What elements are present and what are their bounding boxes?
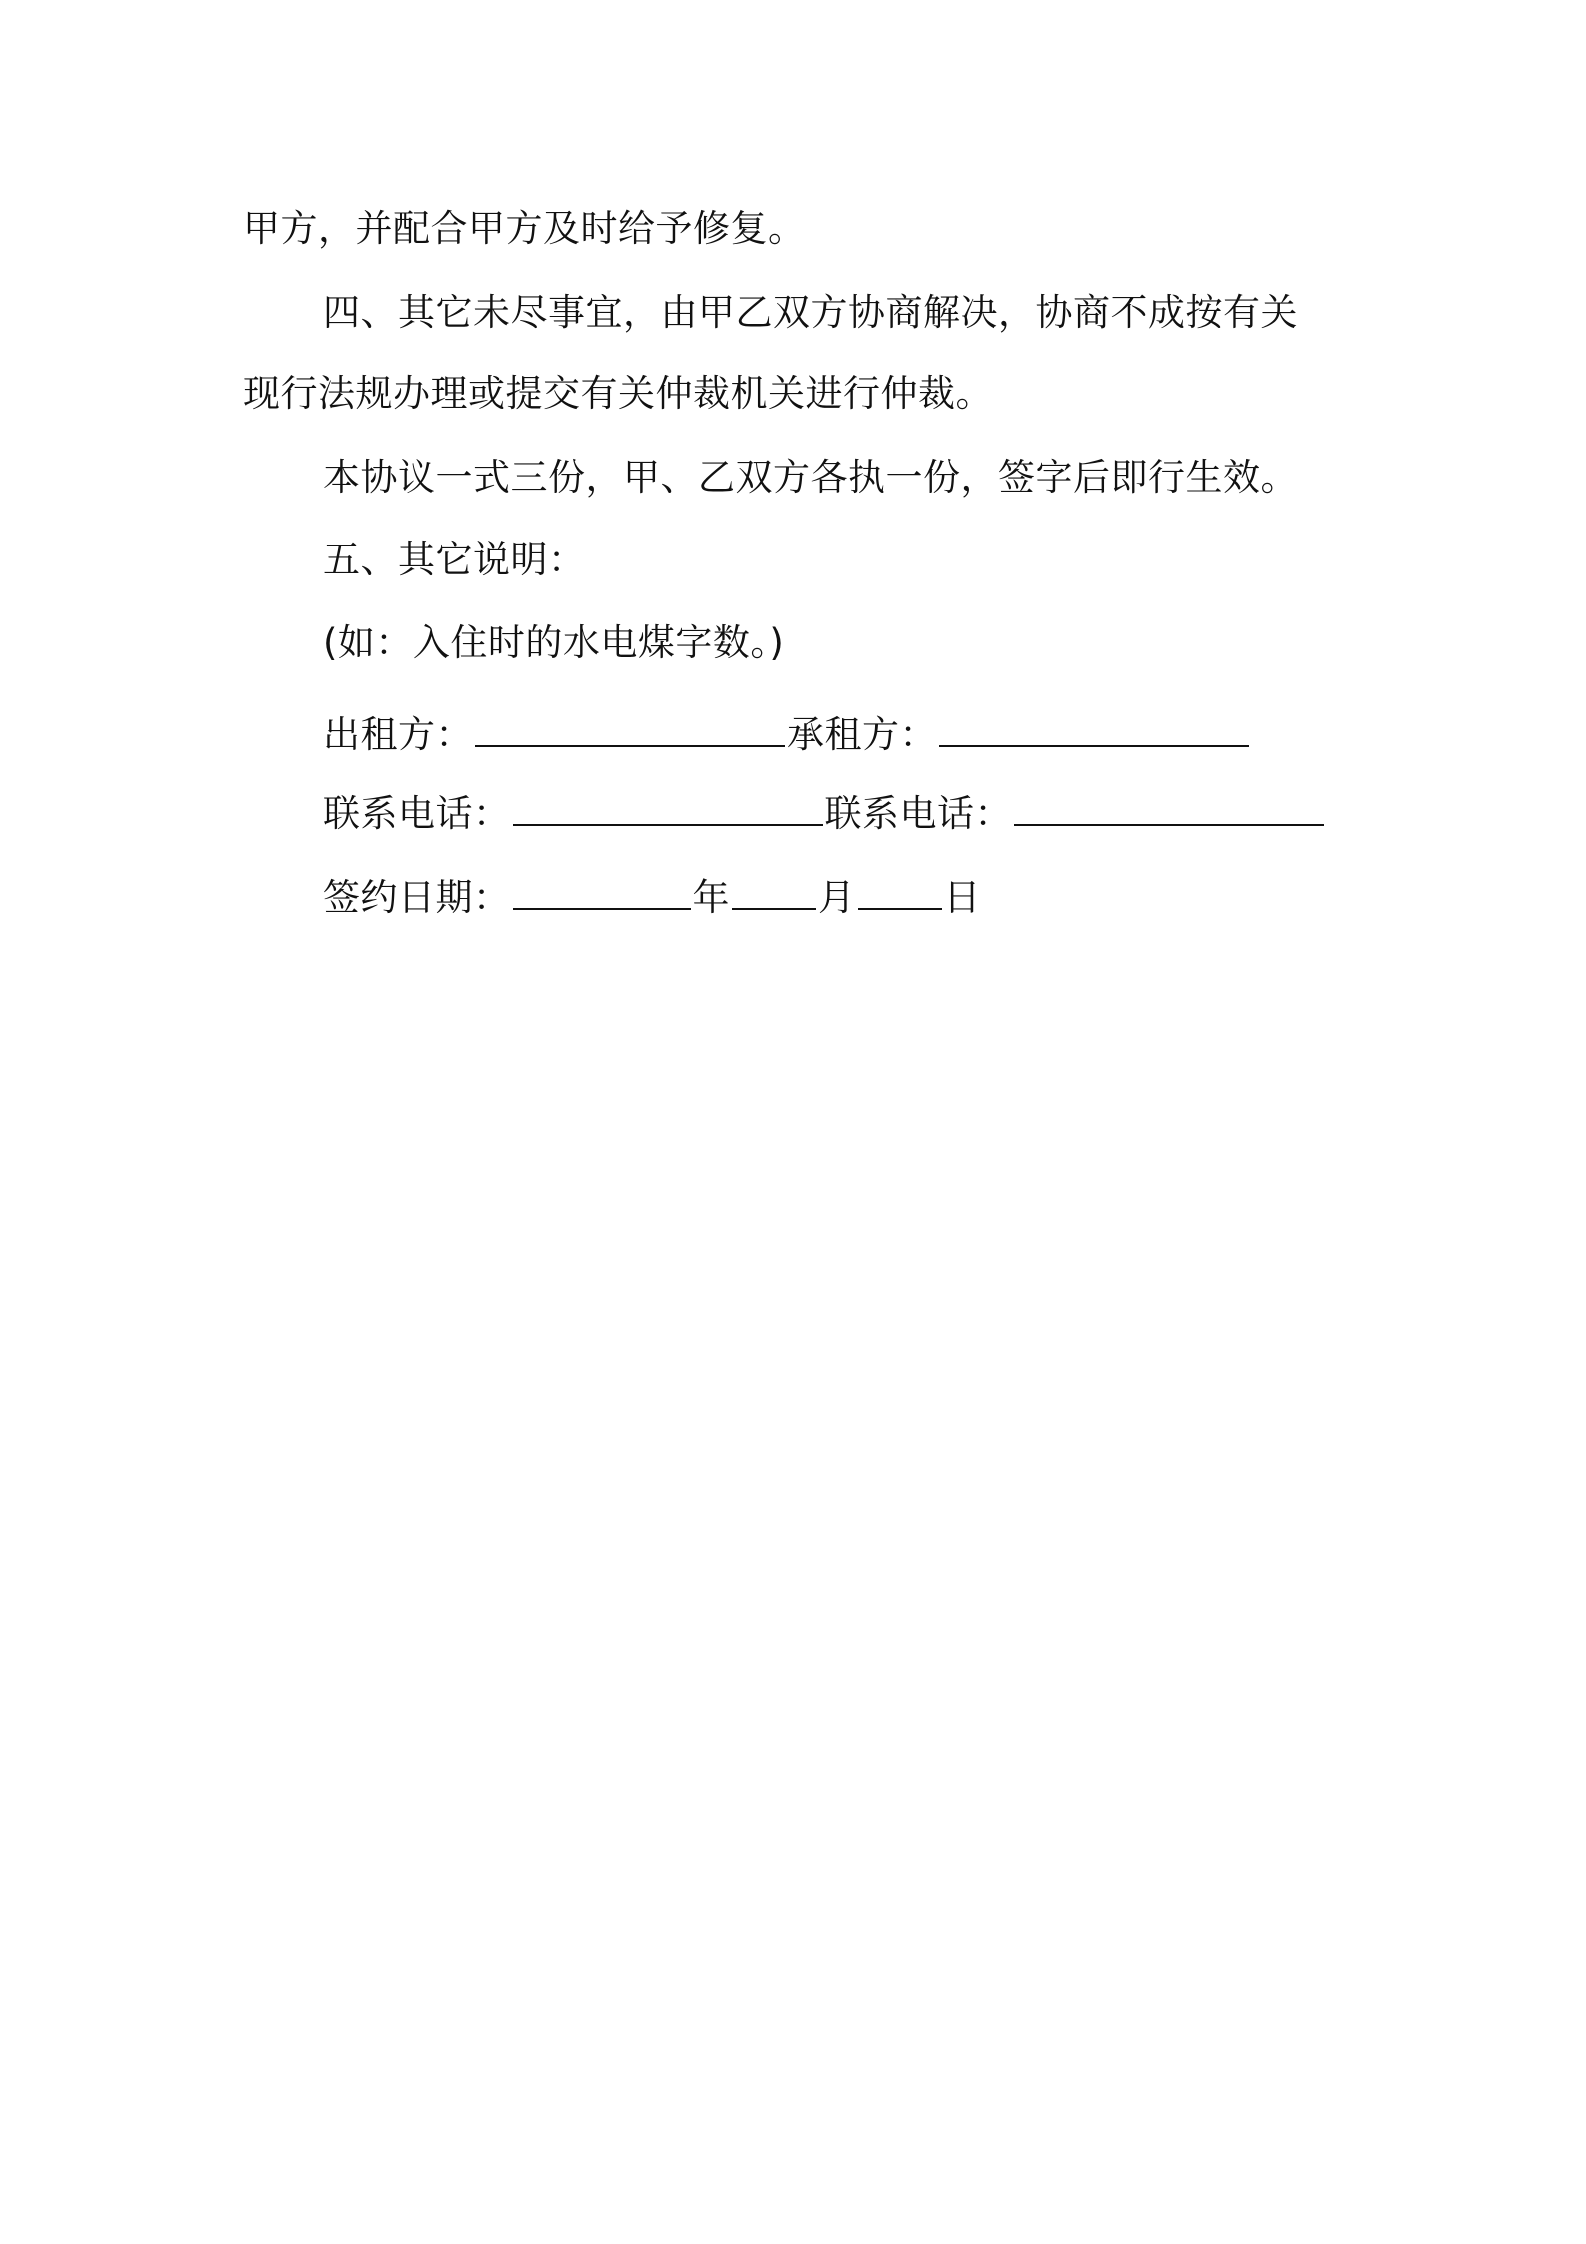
date-label: 签约日期： xyxy=(323,876,511,919)
lessor-phone-blank xyxy=(513,794,823,826)
year-label: 年 xyxy=(692,876,730,919)
day-blank xyxy=(858,878,942,910)
lessor-label: 出租方： xyxy=(323,713,473,756)
clause-four-line-1: 四、其它未尽事宜，由甲乙双方协商解决，协商不成按有关 xyxy=(323,291,1298,334)
month-label: 月 xyxy=(818,876,856,919)
year-blank xyxy=(513,878,691,910)
lessor-phone-label: 联系电话： xyxy=(323,792,511,835)
signature-row-parties xyxy=(323,713,1251,757)
lessee-phone-label: 联系电话： xyxy=(824,792,1012,835)
day-label: 日 xyxy=(943,876,981,919)
lessee-signature-blank xyxy=(939,715,1249,747)
copies-clause: 本协议一式三份，甲、乙双方各执一份，签字后即行生效。 xyxy=(323,456,1298,499)
lessee-phone-blank xyxy=(1014,794,1324,826)
month-blank xyxy=(732,878,816,910)
clause-five-example: (如：入住时的水电煤字数。) xyxy=(323,621,785,664)
lessor-signature-blank xyxy=(475,715,785,747)
clause-four-line-2: 现行法规办理或提交有关仲裁机关进行仲裁。 xyxy=(243,372,993,415)
signature-row-date xyxy=(323,876,981,920)
clause-five-title: 五、其它说明： xyxy=(323,538,586,581)
signature-row-phones xyxy=(323,792,1326,836)
paragraph-continuation: 甲方，并配合甲方及时给予修复。 xyxy=(243,207,806,250)
lessee-label: 承租方： xyxy=(787,713,937,756)
